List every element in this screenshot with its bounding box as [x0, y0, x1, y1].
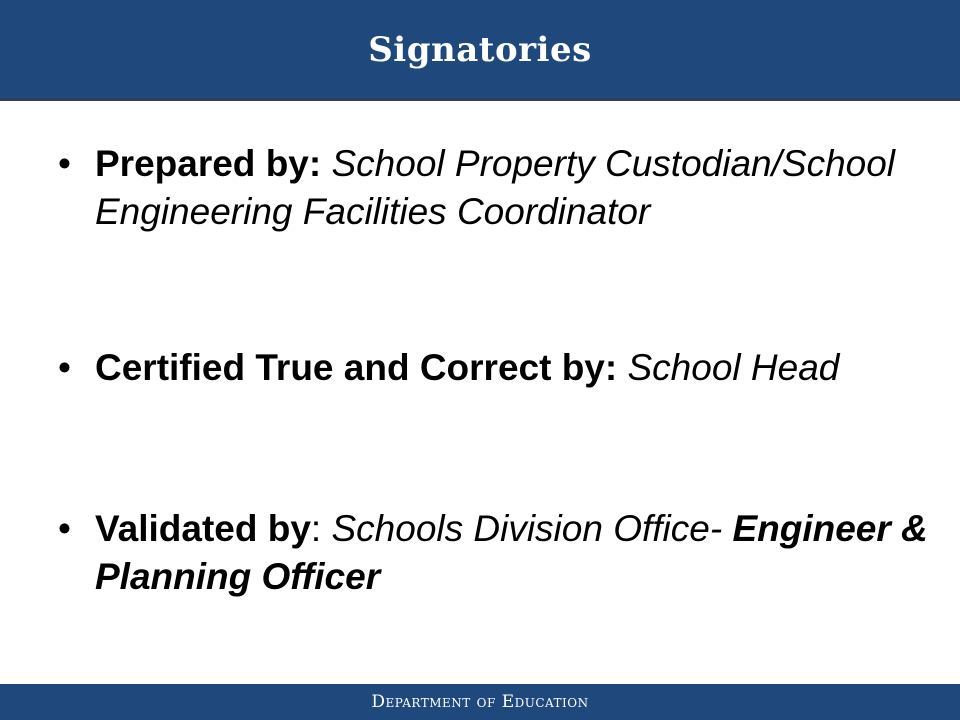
bullet-item-certified-by [58, 344, 955, 392]
item-value-emphasis: Engineer & Planning Officer [95, 508, 928, 597]
bullet-item-prepared-by [58, 140, 955, 236]
title-banner [0, 0, 960, 100]
bullet-icon: • [58, 347, 71, 388]
header-divider [0, 98, 960, 101]
item-label: Validated by [95, 508, 311, 549]
slide-title: Signatories [368, 30, 592, 70]
bullet-item-validated-by [58, 505, 955, 601]
item-separator: : [310, 508, 322, 549]
footer-department-label: Department of Education [371, 692, 589, 712]
item-label: Prepared by: [95, 143, 322, 184]
item-value: School Property Custodian/School Engineering Facilities Coordinator [95, 143, 896, 232]
item-value: School Head [627, 347, 840, 388]
footer-banner [0, 684, 960, 720]
item-label: Certified True and Correct by: [95, 347, 618, 388]
bullet-icon: • [58, 508, 71, 549]
bullet-icon: • [58, 143, 71, 184]
item-value: Schools Division Office- [331, 508, 723, 549]
